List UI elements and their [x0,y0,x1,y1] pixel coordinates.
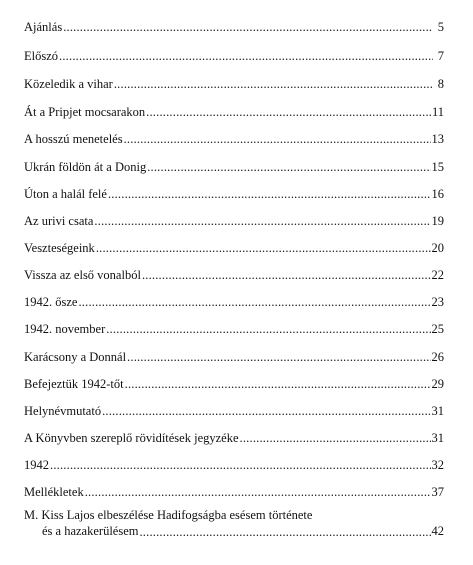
toc-leader-dots [139,525,430,539]
toc-entry [24,400,444,418]
toc-leader-dots [124,132,431,146]
toc-entry-page: 16 [431,187,444,201]
toc-leader-dots [108,187,431,201]
toc-entry-title: Mellékletek [24,485,84,499]
toc-entry [24,210,444,228]
toc-entry-title: Befejeztük 1942-tőt [24,377,124,391]
toc-entry [24,346,444,364]
toc-entry-page: 25 [431,322,444,336]
toc-entry-title: Helynévmutató [24,404,102,418]
toc-entry [24,73,444,91]
toc-entry-page: 31 [431,431,444,445]
toc-entry-page: 19 [431,214,444,228]
toc-entry-page: 13 [431,132,444,146]
toc-entry [24,101,444,119]
toc-leader-dots [78,295,430,309]
toc-entry-page: 20 [431,241,444,255]
toc-entry-title: Előszó [24,49,59,63]
toc-leader-dots [127,350,430,364]
toc-entry-title: Vissza az első vonalból [24,268,141,282]
toc-entry [24,16,444,34]
toc-entry [24,45,444,63]
toc-entry-title: Át a Pripjet mocsarakon [24,105,146,119]
toc-entry-title: A hosszú menetelés [24,132,123,146]
toc-leader-dots [142,268,431,282]
toc-leader-dots [146,105,431,119]
toc-leader-dots [125,377,431,391]
toc-entry [24,128,444,146]
toc-leader-dots [114,77,433,91]
toc-entry [24,427,444,445]
toc-entry-page: 8 [437,77,444,91]
toc-entry-page: 42 [431,524,444,538]
toc-entry-page: 11 [431,105,444,119]
toc-entry-title-line2: és a hazakerülésem [42,524,139,538]
toc-entry-page: 5 [437,20,444,34]
toc-entry-page: 22 [431,268,444,282]
toc-entry-multiline [24,508,444,539]
toc-entry [24,291,444,309]
toc-entry-title: Ajánlás [24,20,63,34]
toc-leader-dots [96,241,431,255]
toc-leader-dots [94,214,430,228]
toc-entry-page: 15 [431,160,444,174]
toc-entry-page: 32 [431,458,444,472]
toc-entry [24,318,444,336]
toc-leader-dots [85,485,431,499]
toc-entry [24,237,444,255]
toc-leader-dots [59,49,433,63]
toc-entry [24,156,444,174]
toc-entry-page: 37 [431,485,444,499]
toc-leader-dots [63,20,433,34]
toc-entry [24,183,444,201]
toc-leader-dots [240,431,431,445]
toc-entry-title: Ukrán földön át a Donig [24,160,147,174]
toc-entry-title: Karácsony a Donnál [24,350,127,364]
toc-entry-page: 29 [431,377,444,391]
toc-leader-dots [50,458,431,472]
toc-entry [24,454,444,472]
toc-entry-page: 26 [431,350,444,364]
toc-leader-dots [102,404,430,418]
toc-entry-title: Közeledik a vihar [24,77,113,91]
toc-entry [24,264,444,282]
toc-entry-title: A Könyvben szereplő rövidítések jegyzéke [24,431,239,445]
toc-entry-page: 23 [431,295,444,309]
toc-entry-line2 [24,523,444,539]
toc-entry-title: 1942. november [24,322,106,336]
toc-leader-dots [147,160,430,174]
toc-leader-dots [106,322,430,336]
toc-entry-title: Veszteségeink [24,241,95,255]
toc-entry-title-line1: M. Kiss Lajos elbeszélése Hadifogságba esésem története [24,508,313,522]
toc-entry-page: 31 [431,404,444,418]
toc-entry-title: 1942. ősze [24,295,78,309]
toc-entry [24,373,444,391]
toc-entry-title: 1942 [24,458,49,472]
toc-entry-page: 7 [437,49,444,63]
toc-entry-title: Az urivi csata [24,214,94,228]
toc-entry-title: Úton a halál felé [24,187,107,201]
toc-entry [24,481,444,499]
